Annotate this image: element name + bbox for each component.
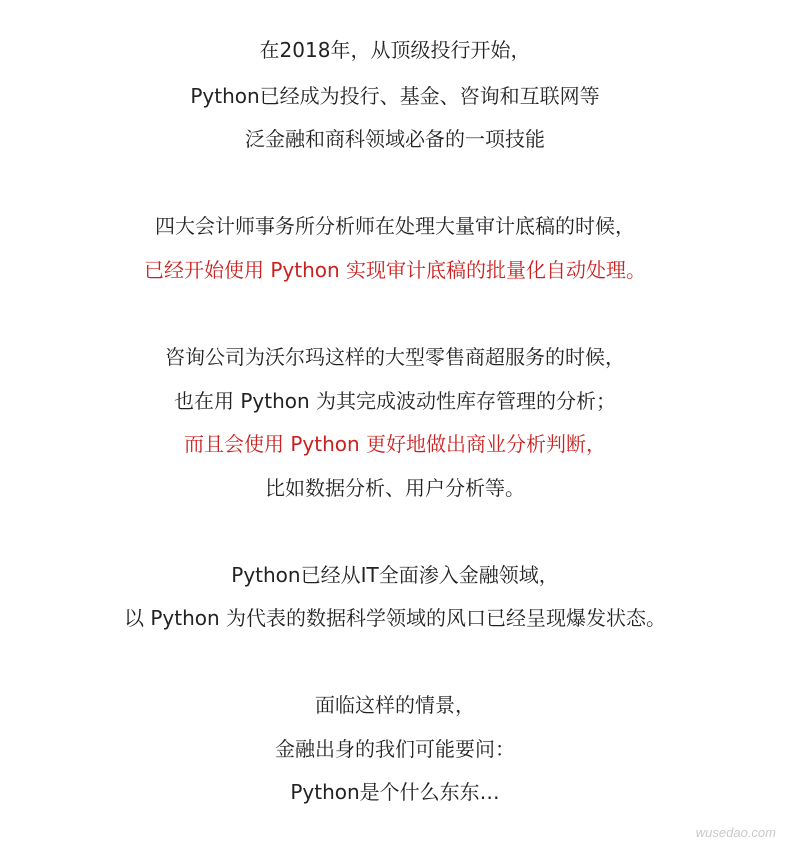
text-line: 也在用 Python 为其完成波动性库存管理的分析； bbox=[173, 389, 617, 413]
text-line: 面临这样的情景， bbox=[315, 693, 475, 717]
text-line: 以 Python 为代表的数据科学领域的风口已经呈现爆发状态。 bbox=[123, 606, 667, 630]
highlighted-text-line: 已经开始使用 Python 实现审计底稿的批量化自动处理。 bbox=[143, 258, 647, 282]
text-line: Python是个什么东东… bbox=[290, 780, 500, 804]
watermark: wusedao.com bbox=[695, 825, 776, 840]
text-line: 咨询公司为沃尔玛这样的大型零售商超服务的时候， bbox=[165, 345, 625, 369]
text-line: Python已经成为投行、基金、咨询和互联网等 bbox=[190, 84, 600, 108]
text-line: 比如数据分析、用户分析等。 bbox=[265, 476, 525, 500]
text-line: 泛金融和商科领域必备的一项技能 bbox=[245, 127, 545, 151]
text-line: Python已经从IT全面渗入金融领域， bbox=[231, 563, 559, 587]
text-line: 四大会计师事务所分析师在处理大量审计底稿的时候， bbox=[155, 214, 635, 238]
text-line: 在2018年，从顶级投行开始， bbox=[259, 38, 531, 62]
highlighted-text-line: 而且会使用 Python 更好地做出商业分析判断， bbox=[183, 432, 607, 456]
text-line: 金融出身的我们可能要问： bbox=[275, 737, 515, 761]
